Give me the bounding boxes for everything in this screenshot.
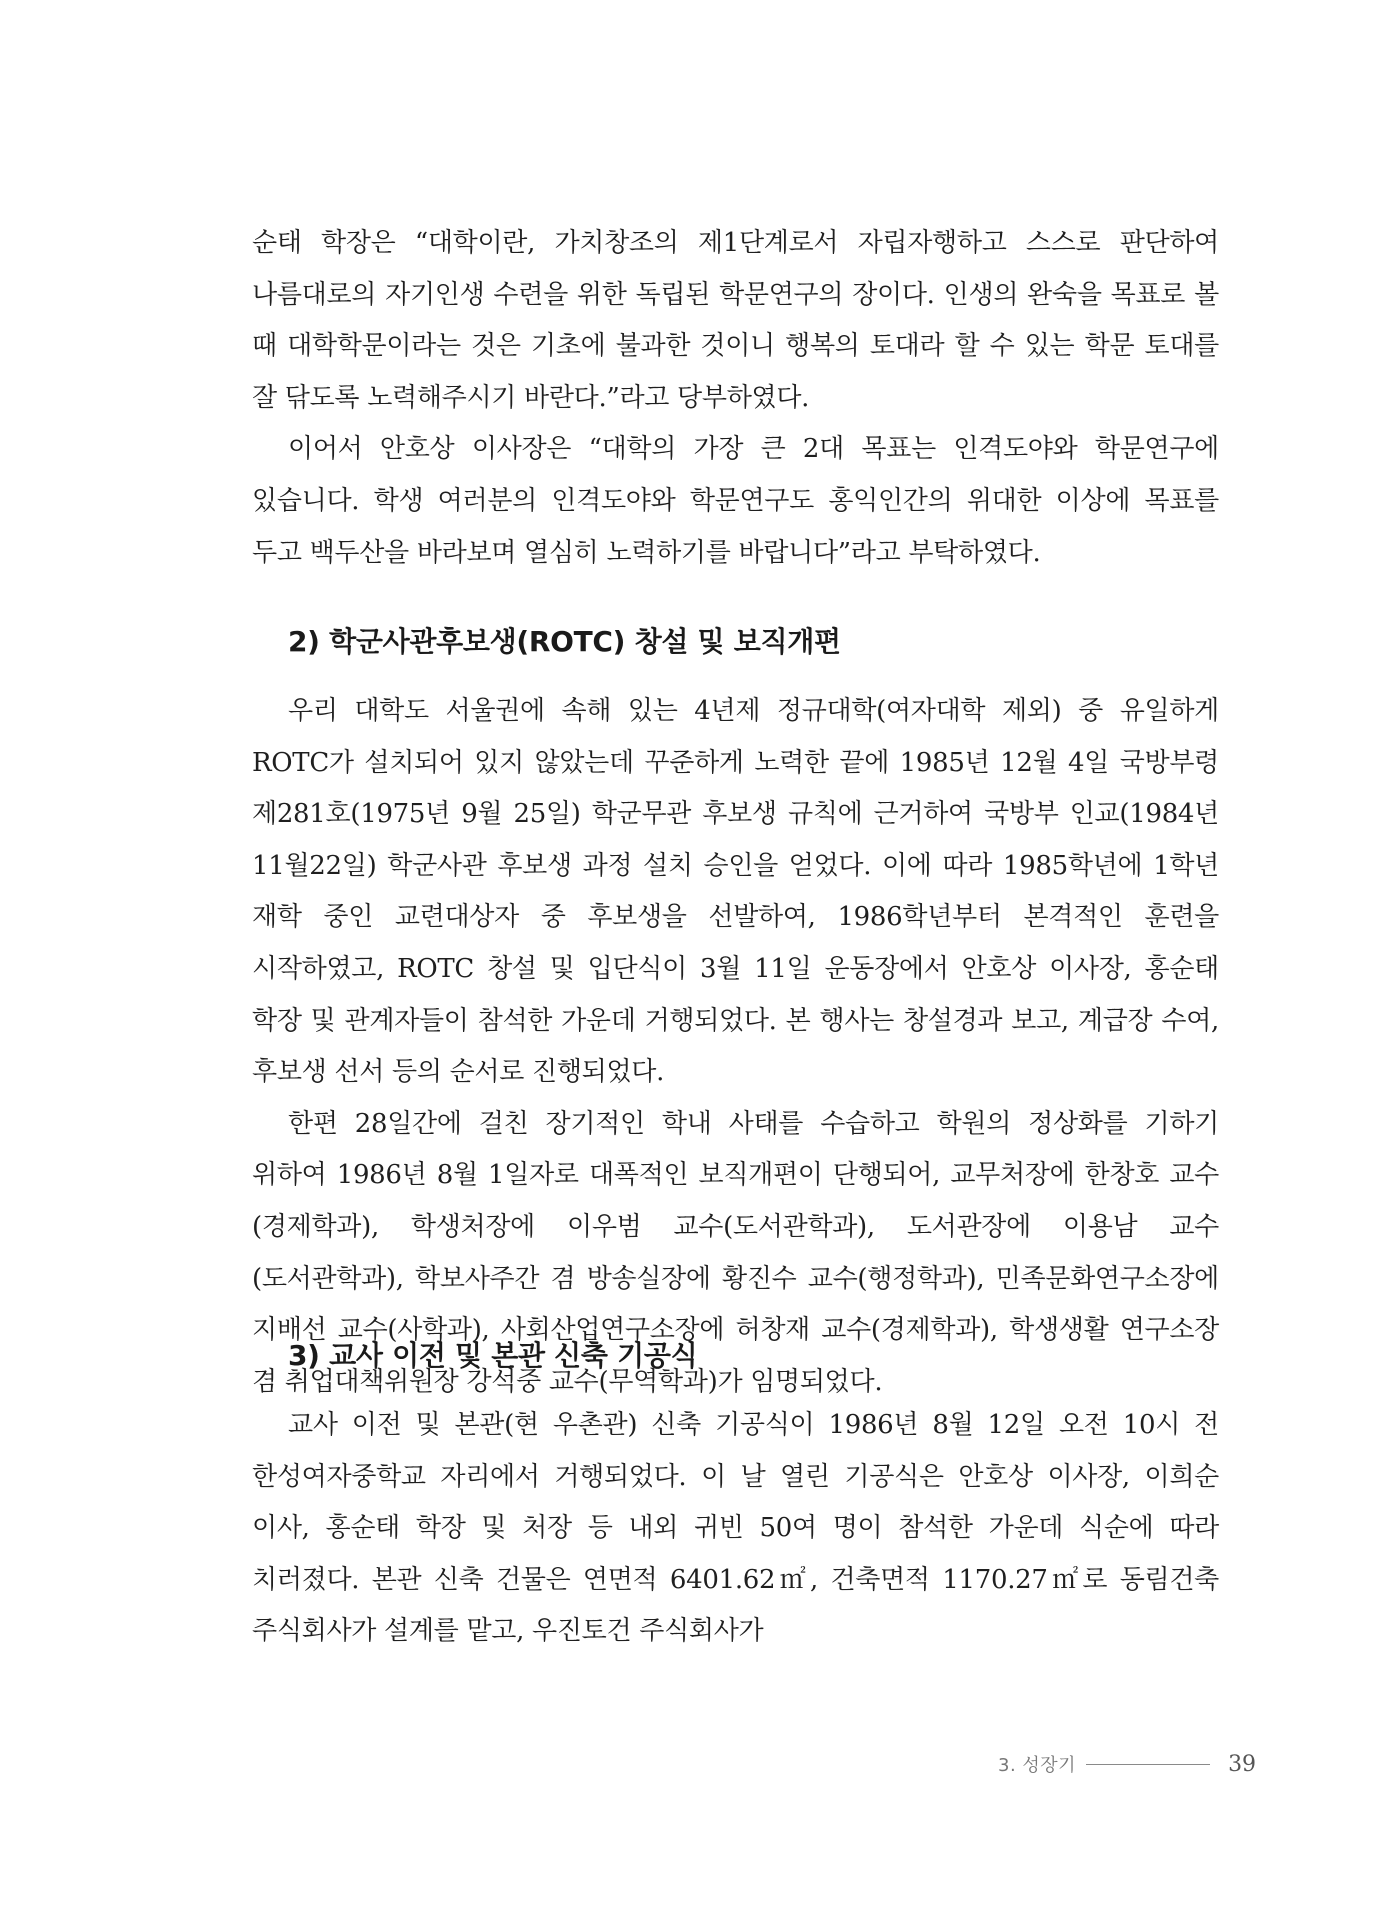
footer-divider xyxy=(1086,1764,1210,1765)
body-paragraph: 이어서 안호상 이사장은 “대학의 가장 큰 2대 목표는 인격도야와 학문연구에 있습니다. 학생 여러분의 인격도야와 학문연구도 홍익인간의 위대한 이상에 목표를 두고 백두산을 바라보며 열심히 노력하기를 바랍니다”라고 부탁하였다. xyxy=(252,434,1219,568)
continuation-block xyxy=(252,218,1219,579)
body-paragraph: 우리 대학도 서울권에 속해 있는 4년제 정규대학(여자대학 제외) 중 유일하게 ROTC가 설치되어 있지 않았는데 꾸준하게 노력한 끝에 1985년 12월 4일 국방부령 제281호(1975년 9월 25일) 학군무관 후보생 규칙에 근거하여 국방부 인교(1984년 11월22일) 학군사관 후보생 과정 설치 승인을 얻었다. 이에 따라 1985학년에 1학년 재학 중인 교련대상자 중 후보생을 선발하여, 1986학년부터 본격적인 훈련을 시작하였고, ROTC 창설 및 입단식이 3월 11일 운동장에서 안호상 이사장, 홍순태 학장 및 관계자들이 참석한 가운데 거행되었다. 본 행사는 창설경과 보고, 계급장 수여, 후보생 선서 등의 순서로 진행되었다. xyxy=(252,696,1219,1088)
chapter-label: 3. 성장기 xyxy=(998,1755,1077,1776)
body-paragraph: 교사 이전 및 본관(현 우촌관) 신축 기공식이 1986년 8월 12일 오전 10시 전 한성여자중학교 자리에서 거행되었다. 이 날 열린 기공식은 안호상 이사장, 이희순 이사, 홍순태 학장 및 처장 등 내외 귀빈 50여 명이 참석한 가운데 식순에 따라 치러졌다. 본관 신축 건물은 연면적 6401.62㎡, 건축면적 1170.27㎡로 동림건축 주식회사가 설계를 맡고, 우진토건 주식회사가 xyxy=(252,1410,1219,1647)
section-heading-rotc: 2) 학군사관후보생(ROTC) 창설 및 보직개편 xyxy=(288,625,841,658)
section-heading-groundbreaking: 3) 교사 이전 및 본관 신축 기공식 xyxy=(288,1339,698,1372)
body-paragraph: 순태 학장은 “대학이란, 가치창조의 제1단계로서 자립자행하고 스스로 판단하여 나름대로의 자기인생 수련을 위한 독립된 학문연구의 장이다. 인생의 완숙을 목표로 볼 때 대학학문이라는 것은 기초에 불과한 것이니 행복의 토대라 할 수 있는 학문 토대를 잘 닦도록 노력해주시기 바란다.”라고 당부하였다. xyxy=(252,228,1219,413)
groundbreaking-section-body xyxy=(252,1400,1219,1658)
page-number: 39 xyxy=(1228,1751,1257,1777)
rotc-section-body xyxy=(252,686,1219,1408)
page-footer xyxy=(998,1746,1274,1782)
body-paragraph: 한편 28일간에 걸친 장기적인 학내 사태를 수습하고 학원의 정상화를 기하기 위하여 1986년 8월 1일자로 대폭적인 보직개편이 단행되어, 교무처장에 한창호 교수(경제학과), 학생처장에 이우범 교수(도서관학과), 도서관장에 이용남 교수(도서관학과), 학보사주간 겸 방송실장에 황진수 교수(행정학과), 민족문화연구소장에 지배선 교수(사학과), 사회산업연구소장에 허창재 교수(경제학과), 학생생활 연구소장 겸 취업대책위원장 강석중 교수(무역학과)가 임명되었다. xyxy=(252,1108,1219,1397)
